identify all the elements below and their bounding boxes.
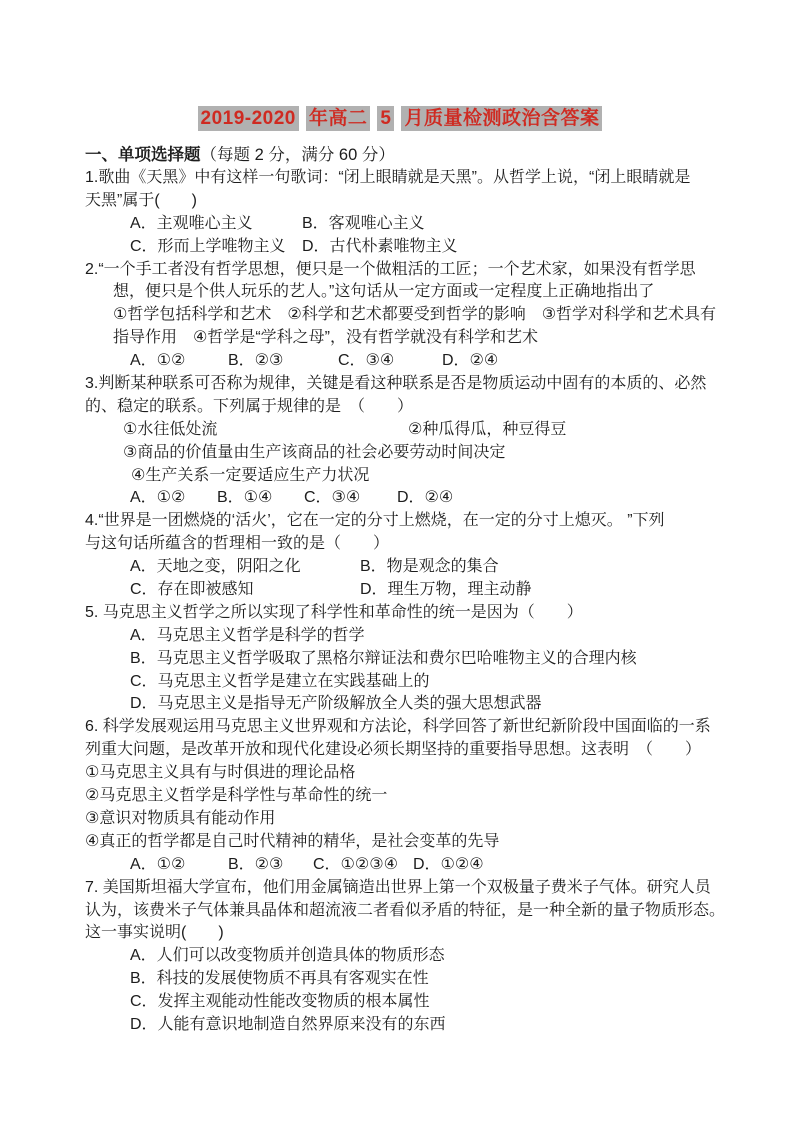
- options-row: [85, 236, 745, 259]
- list-item-line: ①水往低处流: [123, 420, 218, 438]
- question-2: [85, 259, 745, 373]
- text-row: [85, 922, 745, 945]
- option-cell: B．②③: [228, 855, 284, 873]
- option-cell: B．客观唯心主义: [302, 214, 425, 232]
- text-row: [85, 281, 745, 304]
- text-row: [85, 831, 745, 854]
- text-row: [85, 396, 745, 419]
- options-row: [85, 648, 745, 671]
- text-row: [85, 602, 745, 625]
- text-row: [85, 465, 745, 488]
- options-row: [85, 945, 745, 968]
- list-item-line: ③商品的价值量由生产该商品的社会必要劳动时间决定: [123, 443, 506, 461]
- text-row: [85, 373, 745, 396]
- options-row: [85, 968, 745, 991]
- text-row: [85, 190, 745, 213]
- text-row: [85, 259, 745, 282]
- options-row: [85, 854, 745, 877]
- text-row: [85, 877, 745, 900]
- stem-line: 认为，该费米子气体兼具晶体和超流液二者看似矛盾的特征，是一种全新的量子物质形态。: [85, 901, 726, 919]
- stem-line: 2.“一个手工者没有哲学思想，便只是一个做粗活的工匠；一个艺术家，如果没有哲学思: [85, 260, 696, 278]
- option-cell: A．主观唯心主义: [130, 214, 253, 232]
- option-cell: A．天地之变，阴阳之化: [130, 558, 301, 576]
- options-row: [85, 350, 745, 373]
- text-row: [85, 304, 745, 327]
- question-7: [85, 877, 745, 1037]
- option-cell: D．人能有意识地制造自然界原来没有的东西: [130, 1015, 446, 1033]
- list-item-line: ②马克思主义哲学是科学性与革命性的统一: [85, 787, 388, 805]
- text-row: [85, 167, 745, 190]
- stem-line: 天黑”属于( ): [85, 191, 197, 209]
- question-3: [85, 373, 745, 510]
- options-row: [85, 487, 745, 510]
- option-cell: B．科技的发展使物质不再具有客观实在性: [130, 970, 429, 988]
- option-cell: C．形而上学唯物主义: [130, 237, 286, 255]
- section-heading: [85, 141, 395, 165]
- option-cell: D．①②④: [413, 855, 484, 873]
- text-row: [85, 762, 745, 785]
- option-cell: D．理生万物，理主动静: [360, 581, 532, 599]
- option-cell: C．③④: [338, 352, 395, 370]
- option-cell: D．古代朴素唯物主义: [302, 237, 458, 255]
- question-1: [85, 167, 745, 259]
- option-cell: D．②④: [442, 352, 499, 370]
- exam-title: [0, 103, 800, 130]
- stem-line: 列重大问题，是改革开放和现代化建设必须长期坚持的重要指导思想。这表明 （ ）: [85, 741, 702, 759]
- question-6: [85, 716, 745, 876]
- list-item-line: ③意识对物质具有能动作用: [85, 809, 276, 827]
- text-row: [85, 900, 745, 923]
- options-row: [85, 671, 745, 694]
- list-item-line: 指导作用 ④哲学是“学科之母”，没有哲学就没有科学和艺术: [113, 329, 539, 347]
- option-cell: A．马克思主义哲学是科学的哲学: [130, 626, 365, 644]
- title-segment-month: 5: [377, 106, 394, 131]
- text-row: [85, 739, 745, 762]
- option-cell: D．马克思主义是指导无产阶级解放全人类的强大思想武器: [130, 695, 542, 713]
- option-cell: C．③④: [304, 489, 361, 507]
- option-cell: B．②③: [228, 352, 284, 370]
- stem-line: 7. 美国斯坦福大学宣布，他们用金属镝造出世界上第一个双极量子费米子气体。研究人员: [85, 878, 711, 896]
- text-row: [85, 419, 745, 442]
- section-heading-meta: （每题 2 分，满分 60 分）: [200, 146, 395, 164]
- stem-line: 1.歌曲《天黑》中有这样一句歌词：“闭上眼睛就是天黑”。从哲学上说，“闭上眼睛就是: [85, 169, 691, 186]
- text-row: [85, 510, 745, 533]
- title-segment-grade: 年高二: [306, 106, 371, 131]
- options-row: [85, 1014, 745, 1037]
- options-row: [85, 579, 745, 602]
- option-cell: B．马克思主义哲学吸取了黑格尔辩证法和费尔巴哈唯物主义的合理内核: [130, 649, 637, 667]
- text-row: [85, 533, 745, 556]
- options-row: [85, 213, 745, 236]
- title-segment-years: 2019-2020: [198, 106, 299, 131]
- list-item-line: ④生产关系一定要适应生产力状况: [131, 466, 370, 484]
- section-heading-label: 一、单项选择题: [85, 146, 201, 164]
- stem-line: 这一事实说明( ): [85, 924, 224, 942]
- list-item-line: ④真正的哲学都是自己时代精神的精华，是社会变革的先导: [85, 832, 500, 850]
- stem-line: 与这句话所蕴含的哲理相一致的是（ ）: [85, 535, 390, 553]
- question-4: [85, 510, 745, 602]
- option-cell: C．①②③④: [313, 855, 398, 873]
- stem-line: 想，便只是个供人玩乐的艺人。”这句话从一定方面或一定程度上正确地指出了: [113, 283, 655, 301]
- text-row: [85, 808, 745, 831]
- question-5: [85, 602, 745, 716]
- title-segment-subject: 月质量检测政治含答案: [401, 106, 602, 131]
- text-row: [85, 442, 745, 465]
- questions: [85, 167, 745, 1037]
- stem-line: 3.判断某种联系可否称为规律，关键是看这种联系是否是物质运动中固有的本质的、必然: [85, 375, 707, 393]
- text-row: [85, 716, 745, 739]
- option-cell: A．①②: [130, 489, 186, 507]
- option-cell: C．发挥主观能动性能改变物质的根本属性: [130, 993, 430, 1011]
- options-row: [85, 693, 745, 716]
- stem-line: 6. 科学发展观运用马克思主义世界观和方法论，科学回答了新世纪新阶段中国面临的一系: [85, 718, 711, 736]
- option-cell: B．①④: [217, 489, 273, 507]
- stem-line: 4.“世界是一团燃烧的‘活火’，它在一定的分寸上燃烧，在一定的分寸上熄灭。 ”下列: [85, 512, 665, 530]
- options-row: [85, 991, 745, 1014]
- text-row: [85, 327, 745, 350]
- text-row: [85, 785, 745, 808]
- option-cell: A．①②: [130, 352, 186, 370]
- list-item-line: ①马克思主义具有与时俱进的理论品格: [85, 764, 356, 782]
- options-row: [85, 625, 745, 648]
- list-item-line: ①哲学包括科学和艺术 ②科学和艺术都要受到哲学的影响 ③哲学对科学和艺术具有: [113, 306, 717, 324]
- option-cell: D．②④: [397, 489, 454, 507]
- option-cell: B．物是观念的集合: [360, 558, 499, 576]
- options-row: [85, 556, 745, 579]
- list-item-line: ②种瓜得瓜，种豆得豆: [408, 420, 567, 438]
- option-cell: C．存在即被感知: [130, 581, 254, 599]
- stem-line: 5. 马克思主义哲学之所以实现了科学性和革命性的统一是因为（ ）: [85, 603, 583, 621]
- option-cell: A．①②: [130, 855, 186, 873]
- option-cell: C．马克思主义哲学是建立在实践基础上的: [130, 672, 430, 690]
- option-cell: A．人们可以改变物质并创造具体的物质形态: [130, 947, 445, 965]
- stem-line: 的、稳定的联系。下列属于规律的是 （ ）: [85, 397, 414, 415]
